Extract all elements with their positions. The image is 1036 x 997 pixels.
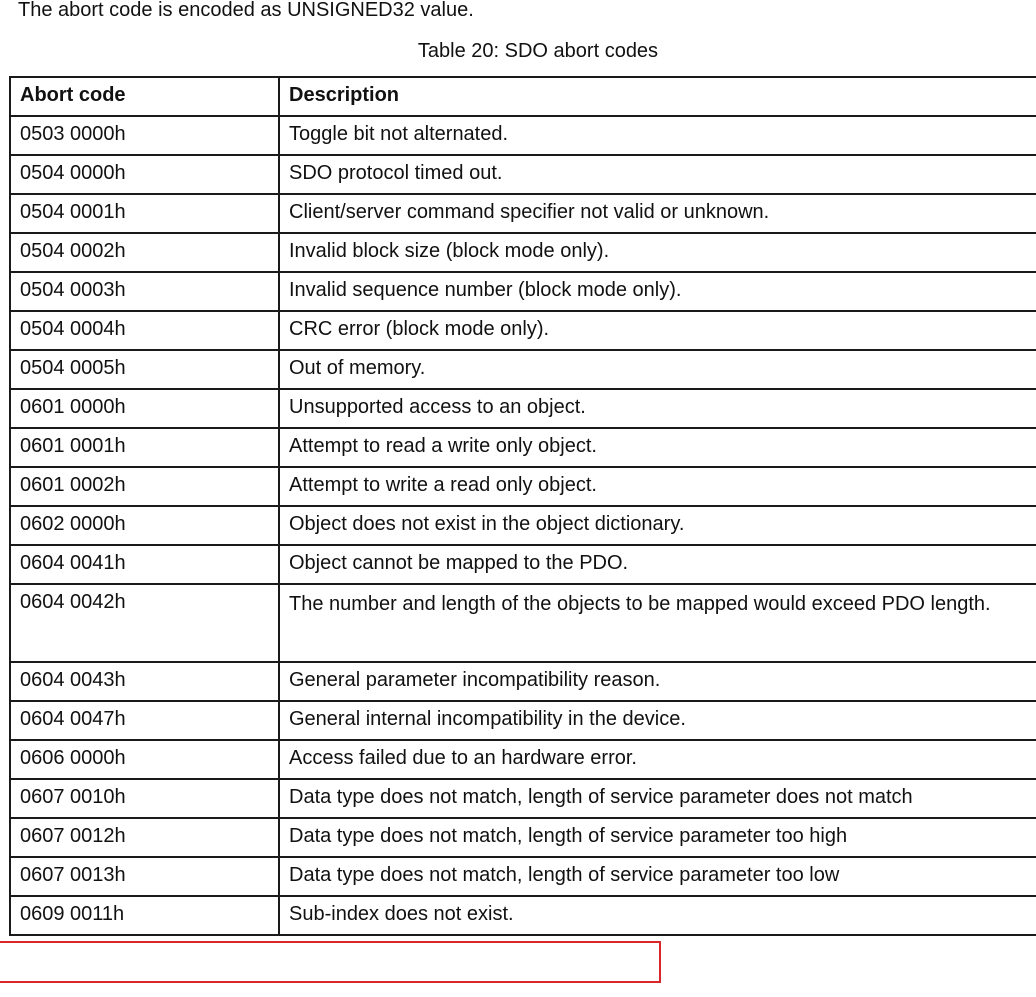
table-row — [10, 506, 1036, 545]
description-cell: Data type does not match, length of service parameter too high — [279, 818, 1036, 857]
table-row — [10, 467, 1036, 506]
table-row — [10, 740, 1036, 779]
table-row — [10, 155, 1036, 194]
table-row — [10, 701, 1036, 740]
description-cell: Attempt to write a read only object. — [279, 467, 1036, 506]
description-cell: Attempt to read a write only object. — [279, 428, 1036, 467]
table-row — [10, 662, 1036, 701]
abort-code-cell: 0606 0000h — [10, 740, 279, 779]
table-row — [10, 350, 1036, 389]
table-caption: Table 20: SDO abort codes — [417, 40, 659, 62]
abort-code-cell: 0604 0043h — [10, 662, 279, 701]
abort-code-cell: 0504 0005h — [10, 350, 279, 389]
description-cell: The number and length of the objects to be mapped would exceed PDO length. — [279, 584, 1036, 662]
description-cell: SDO protocol timed out. — [279, 155, 1036, 194]
abort-code-cell: 0504 0002h — [10, 233, 279, 272]
abort-code-cell: 0504 0003h — [10, 272, 279, 311]
abort-code-cell: 0607 0010h — [10, 779, 279, 818]
abort-code-cell: 0604 0047h — [10, 701, 279, 740]
description-cell: Toggle bit not alternated. — [279, 116, 1036, 155]
table-row — [10, 233, 1036, 272]
abort-code-cell: 0604 0042h — [10, 584, 279, 662]
highlight-box — [0, 941, 661, 983]
abort-code-cell: 0604 0041h — [10, 545, 279, 584]
abort-code-cell: 0504 0001h — [10, 194, 279, 233]
description-cell: Unsupported access to an object. — [279, 389, 1036, 428]
abort-code-cell: 0607 0012h — [10, 818, 279, 857]
description-cell: Invalid sequence number (block mode only). — [279, 272, 1036, 311]
abort-code-cell: 0602 0000h — [10, 506, 279, 545]
description-cell: General parameter incompatibility reason. — [279, 662, 1036, 701]
abort-code-cell: 0601 0001h — [10, 428, 279, 467]
abort-codes-table — [9, 76, 1036, 936]
table-row — [10, 272, 1036, 311]
table-row — [10, 818, 1036, 857]
description-cell: Invalid block size (block mode only). — [279, 233, 1036, 272]
table-row — [10, 428, 1036, 467]
description-cell: Access failed due to an hardware error. — [279, 740, 1036, 779]
header-abort-code: Abort code — [10, 77, 279, 116]
table-row — [10, 311, 1036, 350]
abort-code-cell: 0503 0000h — [10, 116, 279, 155]
table-row — [10, 584, 1036, 662]
abort-code-cell: 0504 0000h — [10, 155, 279, 194]
abort-code-cell: 0601 0002h — [10, 467, 279, 506]
table-row — [10, 545, 1036, 584]
header-description: Description — [279, 77, 1036, 116]
description-cell: Client/server command specifier not valid or unknown. — [279, 194, 1036, 233]
description-cell: Data type does not match, length of service parameter does not match — [279, 779, 1036, 818]
table-row — [10, 194, 1036, 233]
description-cell: CRC error (block mode only). — [279, 311, 1036, 350]
description-cell: General internal incompatibility in the device. — [279, 701, 1036, 740]
table-row — [10, 116, 1036, 155]
intro-text: The abort code is encoded as UNSIGNED32 value. — [18, 0, 474, 21]
description-cell: Object does not exist in the object dictionary. — [279, 506, 1036, 545]
table-row — [10, 857, 1036, 896]
table-header-row — [10, 77, 1036, 116]
table-row — [10, 389, 1036, 428]
description-cell: Data type does not match, length of service parameter too low — [279, 857, 1036, 896]
description-cell: Object cannot be mapped to the PDO. — [279, 545, 1036, 584]
abort-code-cell: 0601 0000h — [10, 389, 279, 428]
description-cell: Sub-index does not exist. — [279, 896, 1036, 935]
description-cell: Out of memory. — [279, 350, 1036, 389]
abort-code-cell: 0609 0011h — [10, 896, 279, 935]
table-row-highlighted — [10, 896, 1036, 935]
abort-code-cell: 0504 0004h — [10, 311, 279, 350]
table-row — [10, 779, 1036, 818]
abort-code-cell: 0607 0013h — [10, 857, 279, 896]
